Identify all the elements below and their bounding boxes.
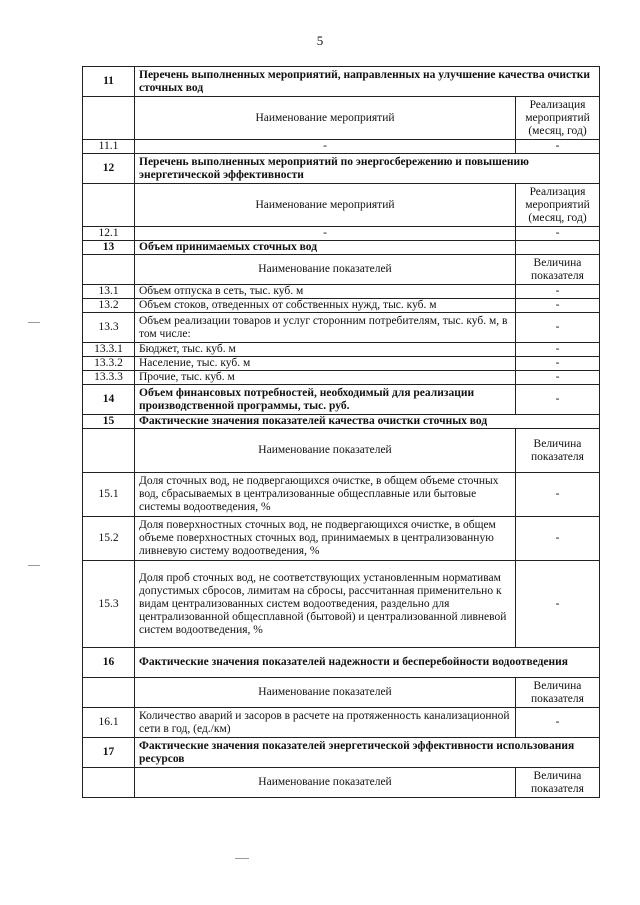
table-row bbox=[83, 313, 600, 343]
row-number: 13.1 bbox=[83, 285, 135, 299]
table-row bbox=[83, 357, 600, 371]
section-title: Перечень выполненных мероприятий, направленных на улучшение качества очистки сточных вод bbox=[135, 67, 600, 97]
table-row bbox=[83, 517, 600, 561]
header-number-cell bbox=[83, 768, 135, 798]
row-number: 15.2 bbox=[83, 517, 135, 561]
header-number-cell bbox=[83, 184, 135, 227]
table-row bbox=[83, 154, 600, 184]
margin-mark bbox=[28, 565, 40, 566]
table-row bbox=[83, 648, 600, 678]
section-title: Фактические значения показателей надежности и бесперебойности водоотведения bbox=[135, 648, 600, 678]
row-number: 11.1 bbox=[83, 140, 135, 154]
row-label: Количество аварий и засоров в расчете на протяженность канализационной сети в год, (ед./км) bbox=[135, 708, 516, 738]
column-header-name: Наименование показателей bbox=[135, 255, 516, 285]
column-header-name: Наименование показателей bbox=[135, 429, 516, 473]
section-title: Фактические значения показателей качества очистки сточных вод bbox=[135, 415, 600, 429]
section-value: - bbox=[515, 385, 599, 415]
row-value: - bbox=[515, 708, 599, 738]
column-header-name: Наименование мероприятий bbox=[135, 184, 516, 227]
row-number: 12.1 bbox=[83, 227, 135, 241]
row-number: 16.1 bbox=[83, 708, 135, 738]
header-number-cell bbox=[83, 429, 135, 473]
table-row bbox=[83, 385, 600, 415]
section-number: 14 bbox=[83, 385, 135, 415]
section-number: 12 bbox=[83, 154, 135, 184]
row-number: 15.3 bbox=[83, 561, 135, 648]
column-header-value: Величина показателя bbox=[515, 768, 599, 798]
row-label: Население, тыс. куб. м bbox=[135, 357, 516, 371]
table-row bbox=[83, 140, 600, 154]
section-number: 16 bbox=[83, 648, 135, 678]
table-row bbox=[83, 371, 600, 385]
row-label: Объем реализации товаров и услуг сторонним потребителям, тыс. куб. м, в том числе: bbox=[135, 313, 516, 343]
section-number: 15 bbox=[83, 415, 135, 429]
table-row bbox=[83, 561, 600, 648]
header-number-cell bbox=[83, 97, 135, 140]
row-value: - bbox=[515, 343, 599, 357]
table-row bbox=[83, 255, 600, 285]
row-number: 13.3.1 bbox=[83, 343, 135, 357]
section-number: 11 bbox=[83, 67, 135, 97]
row-label: Объем стоков, отведенных от собственных нужд, тыс. куб. м bbox=[135, 299, 516, 313]
section-title: Объем принимаемых сточных вод bbox=[135, 241, 516, 255]
row-value: - bbox=[515, 371, 599, 385]
row-value: - bbox=[515, 140, 599, 154]
section-title: Фактические значения показателей энергетической эффективности использования ресурсов bbox=[135, 738, 600, 768]
row-number: 13.3 bbox=[83, 313, 135, 343]
section-value bbox=[515, 241, 599, 255]
section-title: Перечень выполненных мероприятий по энергосбережению и повышению энергетической эффективности bbox=[135, 154, 600, 184]
column-header-value: Величина показателя bbox=[515, 255, 599, 285]
table-row bbox=[83, 738, 600, 768]
row-number: 15.1 bbox=[83, 473, 135, 517]
page-number: 5 bbox=[316, 33, 324, 48]
margin-mark bbox=[235, 858, 249, 859]
column-header-value: Реализация мероприятий (месяц, год) bbox=[515, 184, 599, 227]
table-row bbox=[83, 708, 600, 738]
row-value: - bbox=[515, 313, 599, 343]
header-number-cell bbox=[83, 678, 135, 708]
column-header-name: Наименование показателей bbox=[135, 678, 516, 708]
table-row bbox=[83, 678, 600, 708]
row-value: - bbox=[515, 285, 599, 299]
table-row bbox=[83, 343, 600, 357]
table-row bbox=[83, 299, 600, 313]
column-header-value: Величина показателя bbox=[515, 678, 599, 708]
column-header-value: Величина показателя bbox=[515, 429, 599, 473]
table-row bbox=[83, 285, 600, 299]
row-label: - bbox=[135, 227, 516, 241]
table-row bbox=[83, 429, 600, 473]
row-label: Объем отпуска в сеть, тыс. куб. м bbox=[135, 285, 516, 299]
section-number: 13 bbox=[83, 241, 135, 255]
row-value: - bbox=[515, 357, 599, 371]
table-row bbox=[83, 241, 600, 255]
row-value: - bbox=[515, 561, 599, 648]
table-row bbox=[83, 97, 600, 140]
table-row bbox=[83, 415, 600, 429]
section-number: 17 bbox=[83, 738, 135, 768]
margin-mark bbox=[28, 322, 40, 323]
row-number: 13.2 bbox=[83, 299, 135, 313]
section-title: Объем финансовых потребностей, необходимый для реализации производственной программы, тыс. руб. bbox=[135, 385, 516, 415]
table-row bbox=[83, 184, 600, 227]
column-header-name: Наименование показателей bbox=[135, 768, 516, 798]
column-header-name: Наименование мероприятий bbox=[135, 97, 516, 140]
table-row bbox=[83, 227, 600, 241]
column-header-value: Реализация мероприятий (месяц, год) bbox=[515, 97, 599, 140]
row-value: - bbox=[515, 517, 599, 561]
row-value: - bbox=[515, 299, 599, 313]
program-table bbox=[82, 66, 600, 798]
header-number-cell bbox=[83, 255, 135, 285]
row-value: - bbox=[515, 473, 599, 517]
row-label: Доля проб сточных вод, не соответствующих установленным нормативам допустимых сбросов, лимитам на сбросы, рассчитанная применительно к видам централизованных систем водоотведения, раздельно для централизованной общесплавной (бытовой) и централизованной ливневой систем водоотведения, % bbox=[135, 561, 516, 648]
row-label: Доля сточных вод, не подвергающихся очистке, в общем объеме сточных вод, сбрасываемых в централизованные общесплавные или бытовые системы водоотведения, % bbox=[135, 473, 516, 517]
row-label: Бюджет, тыс. куб. м bbox=[135, 343, 516, 357]
row-label: Доля поверхностных сточных вод, не подвергающихся очистке, в общем объеме поверхностных сточных вод, принимаемых в централизованную ливневую систему водоотведения, % bbox=[135, 517, 516, 561]
table-row bbox=[83, 473, 600, 517]
row-number: 13.3.2 bbox=[83, 357, 135, 371]
row-label: - bbox=[135, 140, 516, 154]
table-row bbox=[83, 768, 600, 798]
row-label: Прочие, тыс. куб. м bbox=[135, 371, 516, 385]
row-number: 13.3.3 bbox=[83, 371, 135, 385]
row-value: - bbox=[515, 227, 599, 241]
table-row bbox=[83, 67, 600, 97]
